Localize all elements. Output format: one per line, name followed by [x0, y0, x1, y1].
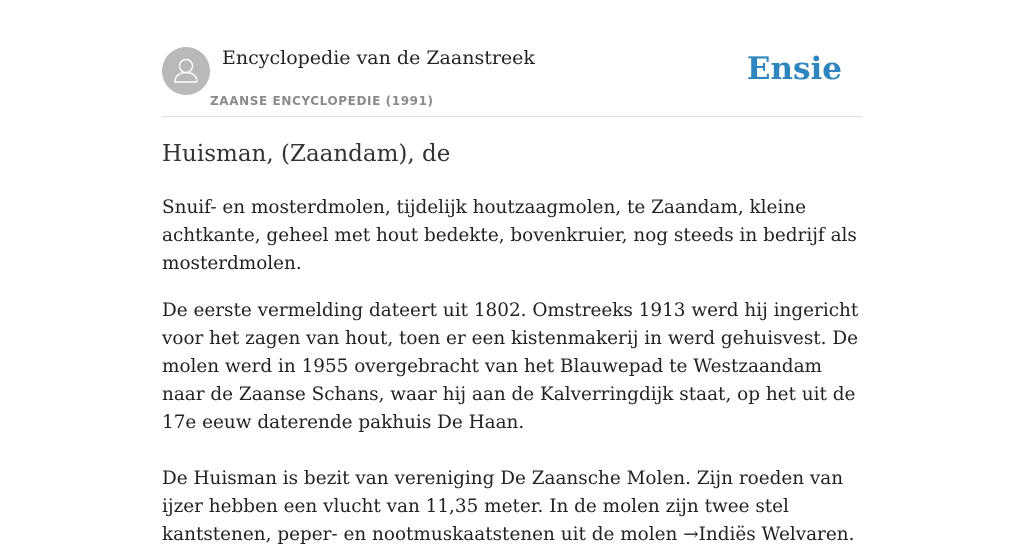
entry-paragraph-3-text: De Huisman is bezit van vereniging De Zaansche Molen. Zijn roeden van ijzer hebben een vlucht van 11,35 meter. In de molen zijn twee stel kantstenen, peper- en nootmuskaatstenen uit de molen	[162, 468, 844, 545]
brand-logo-link[interactable]: Ensie	[746, 51, 842, 87]
entry-paragraph-1: Snuif- en mosterdmolen, tijdelijk houtzaagmolen, te Zaandam, kleine achtkante, geheel met hout bedekte, bovenkruier, nog steeds in bedrijf als mosterdmolen.	[162, 197, 857, 274]
arrow-right-icon: →	[683, 524, 699, 545]
entry-title: Huisman, (Zaandam), de	[162, 141, 451, 167]
entry-content	[162, 116, 866, 549]
source-subtitle: ZAANSE ENCYCLOPEDIE (1991)	[210, 94, 434, 108]
source-title[interactable]: Encyclopedie van de Zaanstreek	[222, 47, 535, 69]
entry-paragraph-3-end: .	[848, 524, 855, 545]
entry-paragraph-2: De eerste vermelding dateert uit 1802. Omstreeks 1913 werd hij ingericht voor het zagen van hout, toen er een kistenmakerij in werd gehuisvest. De molen werd in 1955 overgebracht van het Blauwepad te Westzaandam naar de Zaanse Schans, waar hij aan de Kalverringdijk staat, op het uit de 17e eeuw daterende pakhuis De Haan.	[162, 300, 859, 433]
entry-paragraph-3	[162, 465, 866, 549]
source-avatar[interactable]	[162, 47, 210, 95]
cross-reference-label: Indiës Welvaren	[698, 524, 849, 545]
source-header	[162, 0, 862, 117]
cross-reference-link[interactable]	[683, 524, 848, 545]
user-placeholder-icon	[162, 47, 210, 95]
